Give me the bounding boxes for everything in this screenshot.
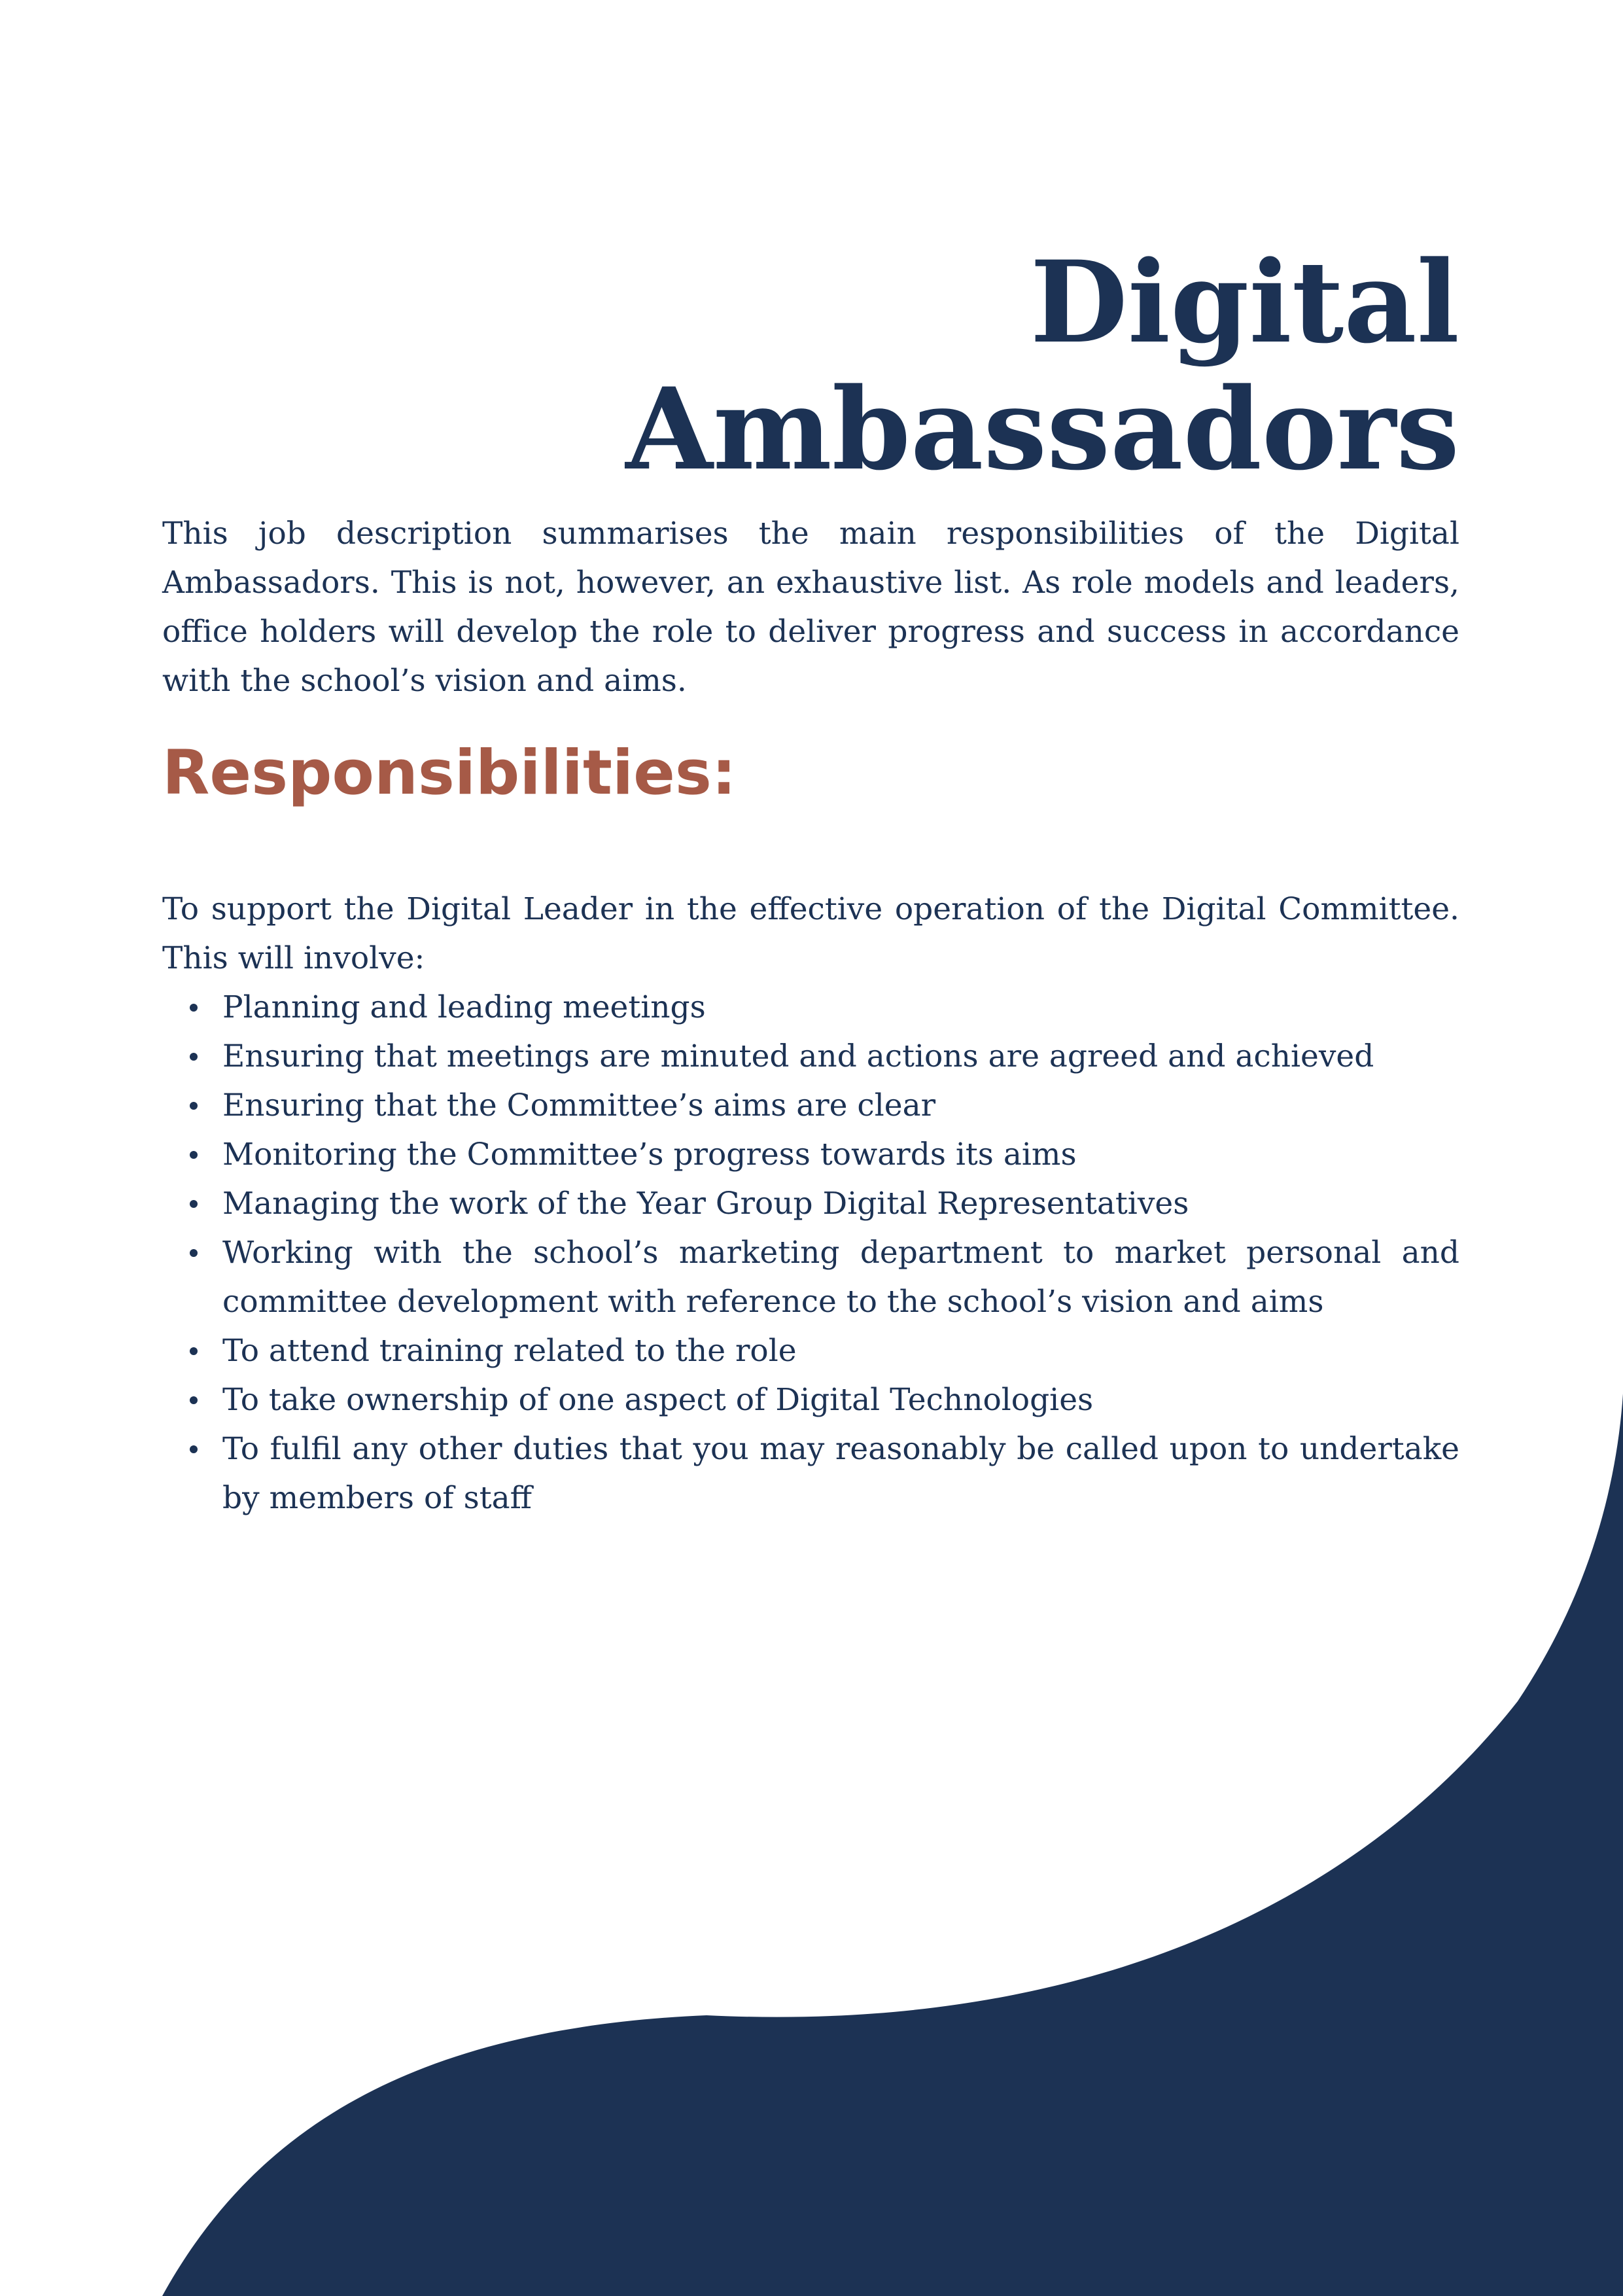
- list-item: [162, 1375, 1459, 1424]
- list-item: [162, 1081, 1459, 1130]
- list-item: [162, 1179, 1459, 1228]
- bullet-icon: [190, 1396, 198, 1404]
- list-item-text: Ensuring that the Committee’s aims are clear: [222, 1087, 936, 1123]
- bullet-icon: [190, 1053, 198, 1061]
- responsibilities-heading: Responsibilities:: [162, 737, 737, 809]
- list-item-text: To attend training related to the role: [222, 1333, 797, 1369]
- list-item-text: Ensuring that meetings are minuted and actions are agreed and achieved: [222, 1038, 1374, 1074]
- list-item-text: Planning and leading meetings: [222, 989, 706, 1025]
- bullet-icon: [190, 1347, 198, 1355]
- page-title-line-2: Ambassadors: [625, 362, 1459, 496]
- list-item-text: Managing the work of the Year Group Digital Representatives: [222, 1186, 1189, 1222]
- list-item: [162, 983, 1459, 1032]
- list-item-text: To take ownership of one aspect of Digital Technologies: [222, 1382, 1094, 1418]
- list-item: [162, 1424, 1459, 1523]
- list-item-text: Monitoring the Committee’s progress towards its aims: [222, 1137, 1077, 1173]
- bullet-icon: [190, 1445, 198, 1453]
- bullet-icon: [190, 1102, 198, 1110]
- list-item-text: To fulfil any other duties that you may reasonably be called upon to undertake by members of staff: [222, 1431, 1459, 1516]
- page-title: [478, 236, 1459, 496]
- bullet-icon: [190, 1200, 198, 1208]
- list-item: [162, 1130, 1459, 1179]
- list-item-text: Working with the school’s marketing department to market personal and committee development with reference to the school’s vision and aims: [222, 1235, 1459, 1320]
- wave-fill: [162, 1394, 1623, 2296]
- bullet-icon: [190, 1151, 198, 1159]
- intro-paragraph: This job description summarises the main responsibilities of the Digital Ambassadors. This is not, however, an exhaustive list. As role models and leaders, office holders will develop the role to deliver progress and success in accordance with the school’s vision and aims.: [162, 516, 1459, 699]
- responsibilities-list: [162, 983, 1459, 1523]
- list-item: [162, 1326, 1459, 1375]
- list-item: [162, 1032, 1459, 1081]
- bullet-icon: [190, 1004, 198, 1012]
- list-item: [162, 1228, 1459, 1326]
- responsibilities-lead: To support the Digital Leader in the effective operation of the Digital Committee. This will involve:: [162, 891, 1459, 976]
- page-title-line-1: Digital: [1030, 236, 1459, 369]
- bullet-icon: [190, 1249, 198, 1257]
